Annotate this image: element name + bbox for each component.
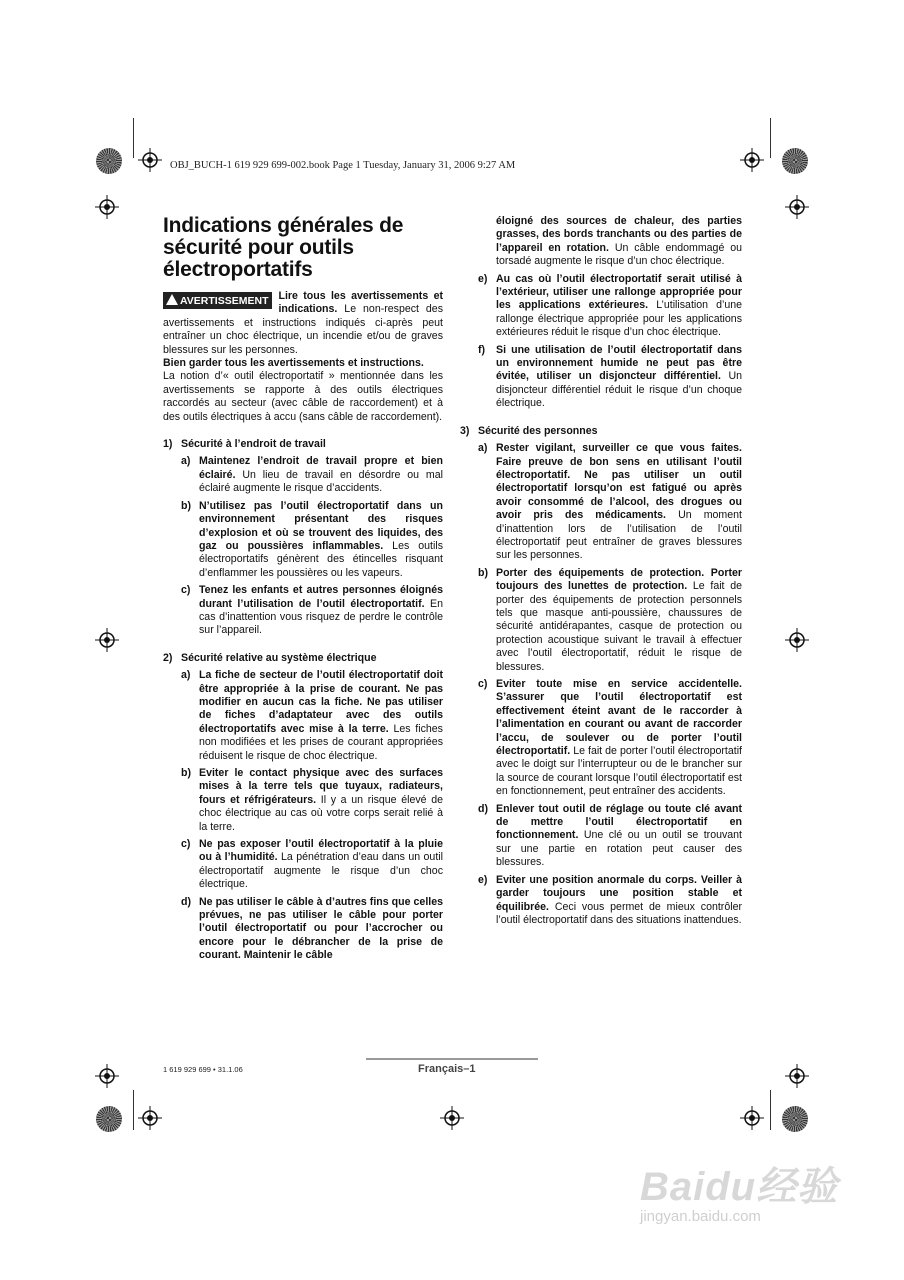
registration-mark-icon — [95, 628, 119, 652]
warning-paragraph: AVERTISSEMENT Lire tous les avertissements et indications. Le non-respect des avertissements et instructions indiqués ci-après peut entraîner un choc électrique, un incendie et/ou de graves blessures sur les personnes. — [163, 290, 443, 356]
list-item: d) Enlever tout outil de réglage ou toute clé avant de mettre l’outil électroportatif en fonctionnement. Une clé ou un outil se trouvant sur une partie en rotation peut causer des blessures. — [478, 802, 742, 869]
notion-paragraph: La notion d’« outil électroportatif » mentionnée dans les avertissements se rapporte à des outils électriques raccordés au secteur (avec câble de raccordement) et à des outils électriques à accu (sans câble de raccordement). — [163, 370, 443, 423]
warning-badge: AVERTISSEMENT — [163, 292, 272, 309]
right-column — [460, 215, 742, 927]
section-heading: 2) Sécurité relative au système électrique — [163, 651, 377, 664]
registration-mark-icon — [440, 1106, 464, 1130]
list-item: d) Ne pas utiliser le câble à d’autres fins que celles prévues, ne pas utiliser le câble pour porter l’outil électroportatif ou pour l’accrocher ou encore pour le débrancher de la prise de courant. Maintenir le câble — [181, 895, 443, 962]
list-item: b) Porter des équipements de protection. Porter toujours des lunettes de protection. Le fait de porter des équipements de protection personnels tels que masque anti-poussière, chaussures de sécurité antidérapantes, casque de protection ou protection acoustique suivant le travail à effectuer avec l’outil électroportatif, réduit le risque de blessures. — [478, 566, 742, 673]
list-item: e) Eviter une position anormale du corps. Veiller à garder toujours une position stable et équilibrée. Ceci vous permet de mieux contrôler l’outil électroportatif dans des situations inattendues. — [478, 873, 742, 926]
footer-code: 1 619 929 699 • 31.1.06 — [163, 1065, 243, 1074]
list-item: a) La fiche de secteur de l’outil électroportatif doit être appropriée à la prise de courant. Ne pas modifier en aucun cas la fiche. Ne pas utiliser de fiches d’adaptateur avec des outils électroportatifs avec mise à la terre. Les fiches non modifiées et les prises de courant appropriées réduisent le risque de choc électrique. — [181, 669, 443, 762]
color-wheel-mark — [782, 1106, 808, 1132]
list-item-continued: éloigné des sources de chaleur, des parties grasses, des bords tranchants ou des parties de l’appareil en rotation. Un câble endommagé ou torsadé augmente le risque d’un choc électrique. — [496, 215, 742, 268]
list-item: e) Au cas où l’outil électroportatif serait utilisé à l’extérieur, utiliser une rallonge appropriée pour les applications extérieures. L’utilisation d’une rallonge électrique appropriée pour les applications extérieures réduit le risque d’un choc électrique. — [478, 272, 742, 339]
registration-mark-icon — [95, 195, 119, 219]
watermark-brand: Baidu经验 — [640, 1165, 839, 1209]
list-item: c) Tenez les enfants et autres personnes éloignés durant l’utilisation de l’outil électroportatif. En cas d’inattention vous risquez de perdre le contrôle sur l’appareil. — [181, 584, 443, 637]
registration-mark-icon — [785, 628, 809, 652]
page-number: Français–1 — [418, 1063, 476, 1075]
watermark — [640, 1155, 838, 1225]
list-item: c) Ne pas exposer l’outil électroportatif à la pluie ou à l’humidité. La pénétration d’eau dans un outil électroportatif augmente le risque d’un choc électrique. — [181, 838, 443, 891]
list-item: a) Rester vigilant, surveiller ce que vous faites. Faire preuve de bon sens en utilisant l’outil électroportatif. Ne pas utiliser un outil électroportatif lorsqu’on est fatigué ou après avoir consommé de l’alcool, des drogues ou avoir pris des médicaments. Un moment d’inattention lors de l’utilisation de l’outil électroportatif peut entraîner de graves blessures sur les personnes. — [478, 442, 742, 562]
registration-mark-icon — [785, 1064, 809, 1088]
color-wheel-mark — [96, 1106, 122, 1132]
left-column — [163, 290, 443, 963]
print-header: OBJ_BUCH-1 619 929 699-002.book Page 1 Tuesday, January 31, 2006 9:27 AM — [170, 160, 516, 171]
section-heading: 1) Sécurité à l’endroit de travail — [163, 438, 326, 451]
list-item: b) Eviter le contact physique avec des surfaces mises à la terre tels que tuyaux, radiateurs, fours et réfrigérateurs. Il y a un risque élevé de choc électrique au cas où votre corps serait relié à la terre. — [181, 767, 443, 833]
warning-triangle-icon — [166, 294, 178, 305]
registration-mark-icon — [785, 195, 809, 219]
list-item: f) Si une utilisation de l’outil électroportatif dans un environnement humide ne peut pas être évitée, utiliser un disjoncteur différentiel. Un disjoncteur différentiel réduit le risque d’un choque électrique. — [478, 343, 742, 410]
page-title: Indications générales de sécurité pour outils électroportatifs — [163, 214, 404, 281]
footer-rule — [366, 1058, 538, 1060]
color-wheel-mark — [782, 148, 808, 174]
list-item: b) N’utilisez pas l’outil électroportatif dans un environnement présentant des risques d’explosion et où se trouvent des liquides, des gaz ou poussières inflammables. Les outils électroportatifs génèrent des étincelles risquant d’enflammer les poussières ou les vapeurs. — [181, 499, 443, 579]
registration-mark-icon — [138, 148, 162, 172]
list-item: c) Eviter toute mise en service accidentelle. S’assurer que l’outil électroportatif est effectivement éteint avant de le raccorder à l’alimentation en courant ou avant de raccorder l’accu, de soulever ou de porter l’outil électroportatif. Le fait de porter l’outil électroportatif avec le doigt sur l’interrupteur ou de le brancher sur la source de courant lorsque l’outil électroportatif est en fonctionnement, peut entraîner des accidents. — [478, 678, 742, 798]
keep-warnings: Bien garder tous les avertissements et instructions. — [163, 357, 424, 370]
list-item: a) Maintenez l’endroit de travail propre et bien éclairé. Un lieu de travail en désordre ou mal éclairé augmente le risque d’accidents. — [181, 455, 443, 495]
registration-mark-icon — [740, 148, 764, 172]
color-wheel-mark — [96, 148, 122, 174]
registration-mark-icon — [740, 1106, 764, 1130]
watermark-url: jingyan.baidu.com — [640, 1208, 761, 1225]
registration-mark-icon — [95, 1064, 119, 1088]
section-heading: 3) Sécurité des personnes — [460, 424, 598, 437]
registration-mark-icon — [138, 1106, 162, 1130]
